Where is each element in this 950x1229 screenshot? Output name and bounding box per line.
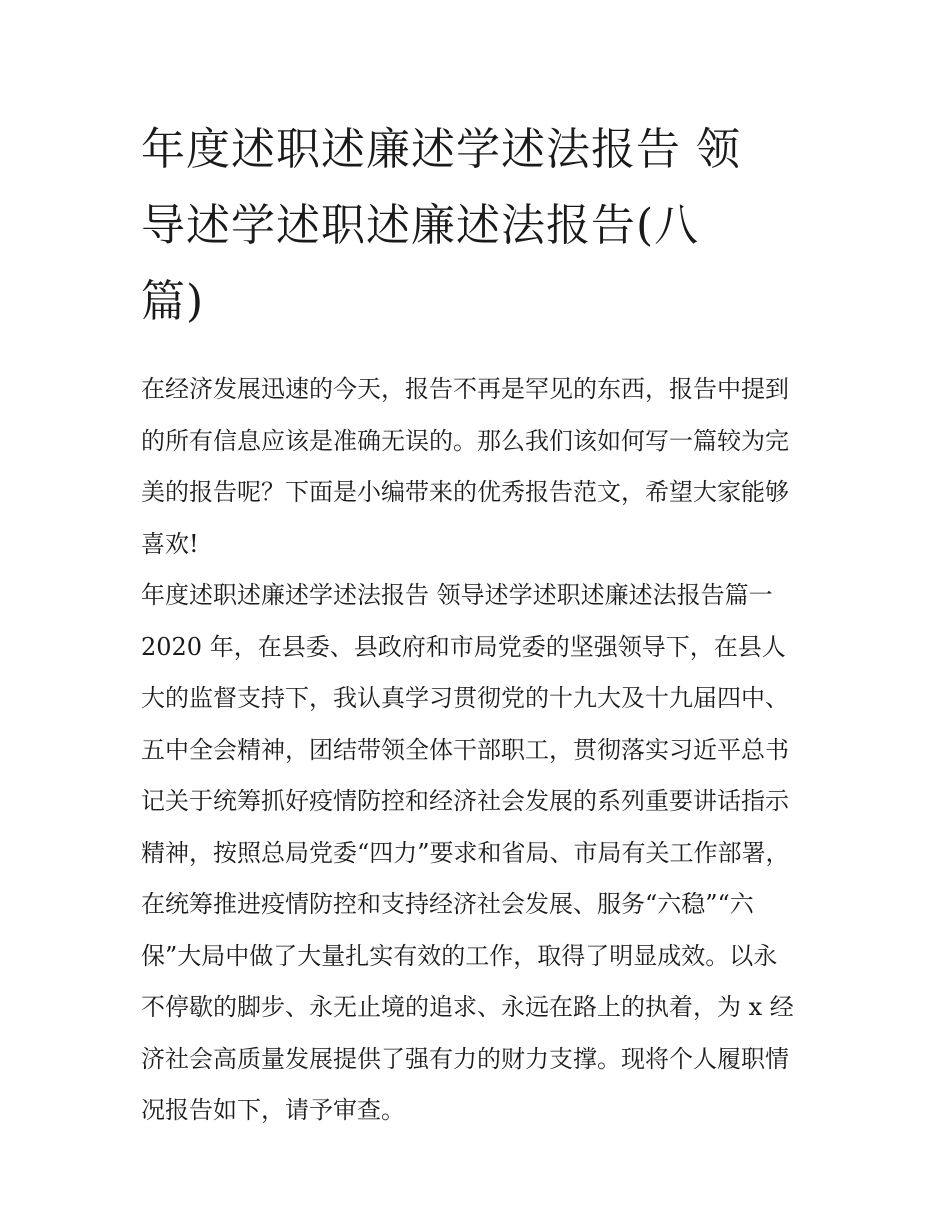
- title-line: 年度述职述廉述学述法报告 领: [141, 124, 741, 175]
- paragraph-line: 在统筹推进疫情防控和支持经济社会发展、服务“六稳”“六: [141, 890, 754, 918]
- paragraph-line: 五中全会精神，团结带领全体干部职工，贯彻落实习近平总书: [141, 735, 789, 764]
- paragraph-line: 不停歇的脚步、永无止境的追求、永远在路上的执着，为 x 经: [141, 993, 794, 1021]
- document-body: [141, 364, 813, 1137]
- section-heading: 年度述职述廉述学述法报告 领导述学述职述廉述法报告篇一: [141, 581, 773, 609]
- document-page: [141, 112, 813, 1137]
- intro-line: 喜欢!: [141, 529, 199, 558]
- title-line: 篇): [141, 276, 205, 327]
- intro-line: 的所有信息应该是准确无误的。那么我们该如何写一篇较为完: [141, 426, 789, 455]
- paragraph-line: 况报告如下，请予审查。: [141, 1096, 405, 1124]
- paragraph-line: 记关于统筹抓好疫情防控和经济社会发展的系列重要讲话指示: [141, 787, 789, 815]
- paragraph-line: 济社会高质量发展提供了强有力的财力支撑。现将个人履职情: [141, 1044, 789, 1073]
- document-title: [141, 112, 813, 340]
- title-line: 导述学述职述廉述法报告(八: [141, 200, 700, 251]
- paragraph-line: 2020 年，在县委、县政府和市局党委的坚强领导下，在县人: [141, 632, 786, 661]
- paragraph-line: 精神，按照总局党委“四力”要求和省局、市局有关工作部署，: [141, 838, 790, 867]
- paragraph-line: 保”大局中做了大量扎实有效的工作，取得了明显成效。以永: [141, 941, 778, 970]
- intro-line: 美的报告呢？下面是小编带来的优秀报告范文，希望大家能够: [141, 478, 789, 506]
- intro-line: 在经济发展迅速的今天，报告不再是罕见的东西，报告中提到: [141, 375, 789, 403]
- paragraph-line: 大的监督支持下，我认真学习贯彻党的十九大及十九届四中、: [141, 684, 789, 712]
